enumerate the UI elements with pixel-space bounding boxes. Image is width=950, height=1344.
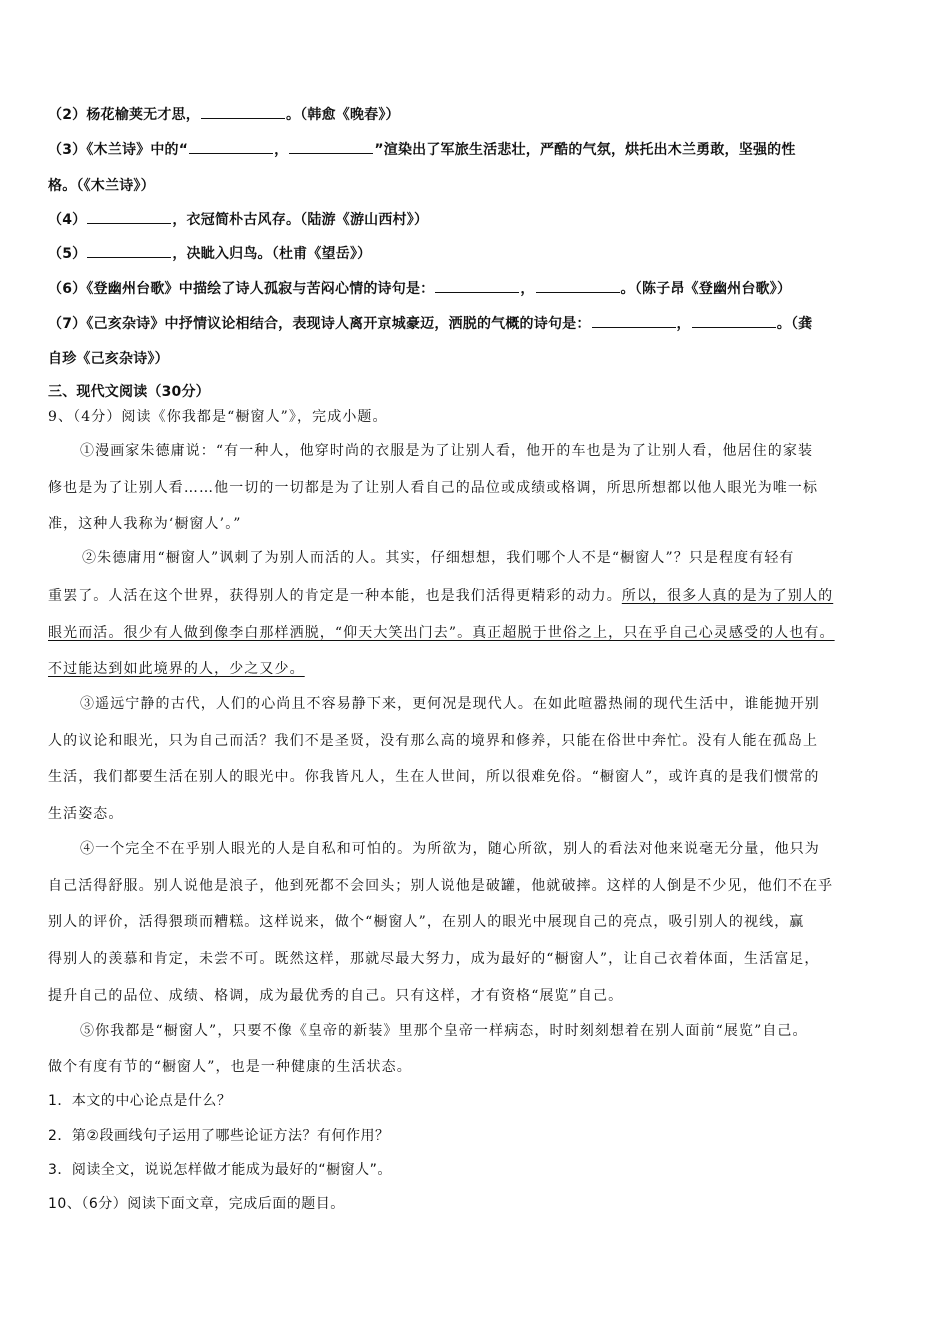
paragraph-1-line-2: 修也是为了让别人看……他一切的一切都是为了让别人看自己的品位或成绩或格调，所思所想都以他人眼光为唯一标 <box>48 480 819 496</box>
answer-blank <box>435 280 519 293</box>
paragraph-3-line-4: 生活姿态。 <box>48 806 124 822</box>
underlined-sentence: 所以，很多人真的是为了别人的 <box>621 588 834 604</box>
answer-blank <box>87 245 171 258</box>
answer-blank <box>289 141 373 154</box>
underlined-sentence: 眼光而活。很少有人做到像李白那样洒脱，“仰天大笑出门去”。真正超脱于世俗之上，只在乎自己心灵感受的人也有。 <box>48 625 835 641</box>
poem-item-2: （2）杨花榆荚无才思， 。（韩愈《晚春》） <box>48 107 400 123</box>
question-9-title: 9、（4分）阅读《你我都是“橱窗人”》，完成小题。 <box>48 409 388 425</box>
paragraph-4-line-1: ④一个完全不在乎别人眼光的人是自私和可怕的。为所欲为，随心所欲，别人的看法对他来说毫无分量，他只为 <box>80 841 820 857</box>
answer-blank <box>189 141 273 154</box>
paragraph-5-line-2: 做个有度有节的“橱窗人”，也是一种健康的生活状态。 <box>48 1059 412 1075</box>
paragraph-4-line-4: 得别人的羡慕和肯定，未尝不可。既然这样，那就尽最大努力，成为最好的“橱窗人”，让自己衣着体面，生活富足， <box>48 951 820 967</box>
question-10-title: 10、（6分）阅读下面文章，完成后面的题目。 <box>48 1196 345 1212</box>
paragraph-2-line-2: 重罢了。人活在这个世界，获得别人的肯定是一种本能，也是我们活得更精彩的动力。所以，很多人真的是为了别人的 <box>48 588 834 604</box>
poem-item-7-cont: 自珍《己亥杂诗》） <box>48 351 169 367</box>
answer-blank <box>201 106 285 119</box>
paragraph-1-line-3: 准，这种人我称为‘橱窗人’。” <box>48 516 242 532</box>
paragraph-2-line-1: ②朱德庸用“橱窗人”讽刺了为别人而活的人。其实，仔细想想，我们哪个人不是“橱窗人”？只是程度有轻有 <box>82 550 795 566</box>
paragraph-4-line-5: 提升自己的品位、成绩、格调，成为最优秀的自己。只有这样，才有资格“展览”自己。 <box>48 988 624 1004</box>
poem-item-3: （3）《木兰诗》中的“ ， ”渲染出了军旅生活悲壮，严酷的气氛，烘托出木兰勇敢，坚强的性 <box>48 142 796 158</box>
answer-blank <box>592 315 676 328</box>
underlined-sentence: 不过能达到如此境界的人，少之又少。 <box>48 661 305 677</box>
paragraph-1-line-1: ①漫画家朱德庸说：“有一种人，他穿时尚的衣服是为了让别人看，他开的车也是为了让别人看，他居住的家装 <box>80 443 814 459</box>
poem-item-5: （5） ，决眦入归鸟。（杜甫《望岳》） <box>48 246 372 262</box>
answer-blank <box>536 280 620 293</box>
poem-item-7: （7）《己亥杂诗》中抒情议论相结合，表现诗人离开京城豪迈，洒脱的气概的诗句是： ， 。（龚 <box>48 316 813 332</box>
sub-question-2: 2．第②段画线句子运用了哪些论证方法？有何作用？ <box>48 1128 390 1144</box>
paragraph-4-line-3: 别人的评价，活得猥琐而糟糕。这样说来，做个“橱窗人”，在别人的眼光中展现自己的亮点，吸引别人的视线，赢 <box>48 914 805 930</box>
paragraph-4-line-2: 自己活得舒服。别人说他是浪子，他到死都不会回头；别人说他是破罐，他就破摔。这样的人倒是不少见，他们不在乎 <box>48 878 834 894</box>
poem-item-4: （4） ，衣冠简朴古风存。（陆游《游山西村》） <box>48 212 429 228</box>
paragraph-3-line-1: ③遥远宁静的古代，人们的心尚且不容易静下来，更何况是现代人。在如此喧嚣热闹的现代生活中，谁能抛开别 <box>80 696 820 712</box>
answer-blank <box>692 315 776 328</box>
paragraph-5-line-1: ⑤你我都是“橱窗人”，只要不像《皇帝的新装》里那个皇帝一样病态，时时刻刻想着在别人面前“展览”自己。 <box>80 1023 808 1039</box>
paragraph-3-line-2: 人的议论和眼光，只为自己而活？我们不是圣贤，没有那么高的境界和修养，只能在俗世中奔忙。没有人能在孤岛上 <box>48 733 819 749</box>
paragraph-3-line-3: 生活，我们都要生活在别人的眼光中。你我皆凡人，生在人世间，所以很难免俗。“橱窗人”，或许真的是我们惯常的 <box>48 769 820 785</box>
poem-item-6: （6）《登幽州台歌》中描绘了诗人孤寂与苦闷心情的诗句是： ， 。（陈子昂《登幽州台歌》） <box>48 281 792 297</box>
section-heading: 三、现代文阅读（30分） <box>48 384 210 400</box>
sub-question-3: 3．阅读全文，说说怎样做才能成为最好的“橱窗人”。 <box>48 1162 392 1178</box>
answer-blank <box>87 211 171 224</box>
poem-item-3-cont: 格。（《木兰诗》） <box>48 178 155 194</box>
sub-question-1: 1．本文的中心论点是什么？ <box>48 1093 232 1109</box>
